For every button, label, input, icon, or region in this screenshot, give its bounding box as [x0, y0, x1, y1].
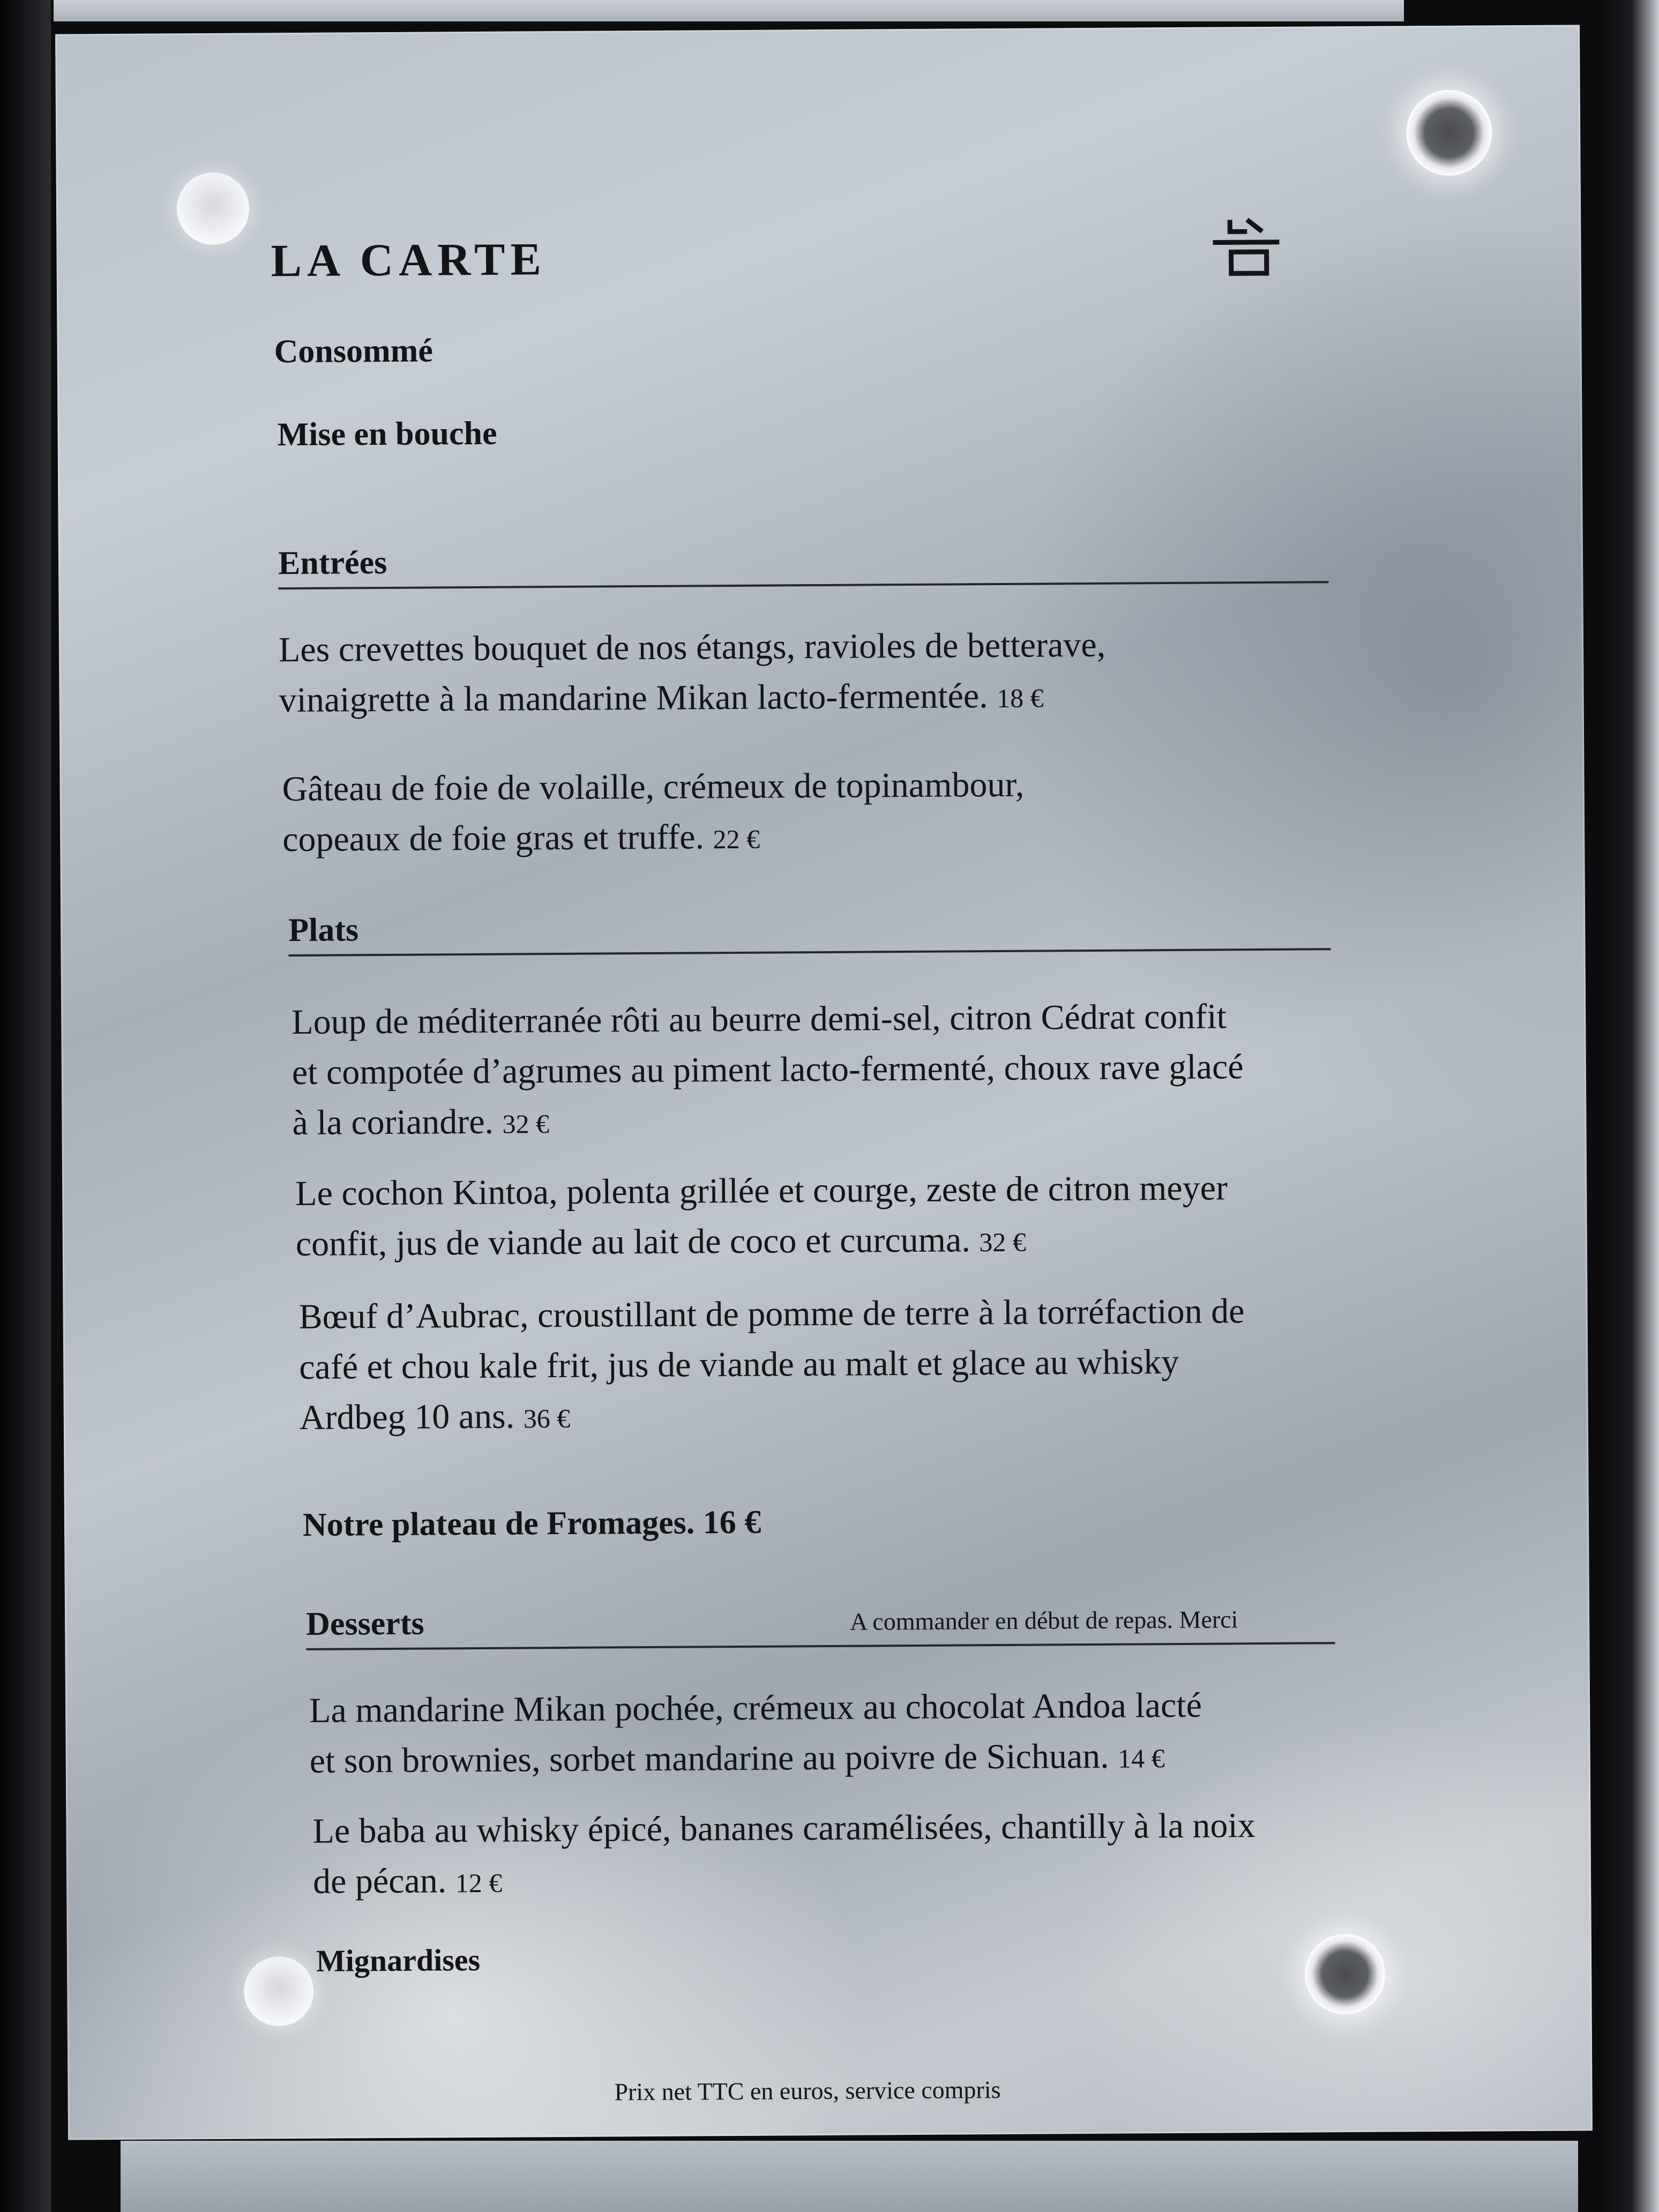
dish-dessert-2: Le baba au whisky épicé, bananes caramélisées, chantilly à la noix de pécan. 12 €	[312, 1806, 1256, 1901]
dark-frame-left	[0, 0, 51, 2212]
mounting-pin-top-right	[1406, 89, 1492, 176]
section-divider-entrees	[278, 581, 1328, 589]
intro-item-consomme: Consommé	[274, 332, 434, 370]
section-divider-desserts	[306, 1642, 1335, 1650]
dish-plat-2: Le cochon Kintoa, polenta grillée et courge, zeste de citron meyer confit, jus de viande au lait de coco et curcuma. 32 €	[295, 1168, 1228, 1264]
dish-entree-2: Gâteau de foie de volaille, crémeux de topinambour, copeaux de foie gras et truffe. 22 €	[282, 765, 1025, 860]
section-heading-plats: Plats	[288, 911, 359, 949]
dish-price: 32 €	[502, 1109, 550, 1139]
dish-dessert-1: La mandarine Mikan pochée, crémeux au chocolat Andoa lacté et son brownies, sorbet mandarine au poivre de Sichuan. 14 €	[309, 1685, 1202, 1781]
intro-item-mise-en-bouche: Mise en bouche	[277, 415, 497, 453]
cheese-plate-item: Notre plateau de Fromages. 16 €	[302, 1504, 761, 1543]
dish-price: 14 €	[1117, 1743, 1165, 1774]
dish-plat-3: Bœuf d’Aubrac, croustillant de pomme de terre à la torréfaction de café et chou kale frit, jus de viande au malt et glace au whisky Ardbeg 10 ans. 36 €	[298, 1291, 1245, 1437]
house-roof-logo-icon	[1208, 209, 1284, 279]
desserts-order-note: A commander en début de repas. Merci	[849, 1605, 1238, 1635]
dish-entree-1: Les crevettes bouquet de nos étangs, ravioles de betterave, vinaigrette à la mandarine Mikan lacto-fermentée. 18 €	[278, 625, 1106, 720]
dish-plat-1: Loup de méditerranée rôti au beurre demi-sel, citron Cédrat confit et compotée d’agrumes au piment lacto-fermenté, choux rave glacé à la coriandre. 32 €	[292, 997, 1244, 1143]
menu-title: LA CARTE	[271, 233, 547, 287]
dish-price: 22 €	[713, 824, 760, 855]
dish-price: 18 €	[996, 683, 1044, 714]
neighbour-panel-top	[54, 0, 1404, 21]
dish-price: 12 €	[455, 1867, 503, 1899]
mounting-pin-bottom-right	[1305, 1934, 1386, 2015]
dish-price: 36 €	[523, 1403, 571, 1434]
dark-frame-right	[1597, 0, 1659, 2212]
neighbour-panel-bottom	[121, 2141, 1578, 2212]
section-heading-entrees: Entrées	[278, 544, 387, 582]
mounting-pin-bottom-left	[244, 1956, 314, 2027]
section-heading-desserts: Desserts	[305, 1605, 424, 1642]
section-divider-plats	[289, 948, 1331, 956]
mignardises-item: Mignardises	[316, 1942, 481, 1978]
menu-sheet	[55, 25, 1593, 2140]
price-footer-note: Prix net TTC en euros, service compris	[614, 2076, 1001, 2106]
mounting-pin-top-left	[177, 173, 250, 245]
dish-price: 32 €	[979, 1227, 1026, 1258]
